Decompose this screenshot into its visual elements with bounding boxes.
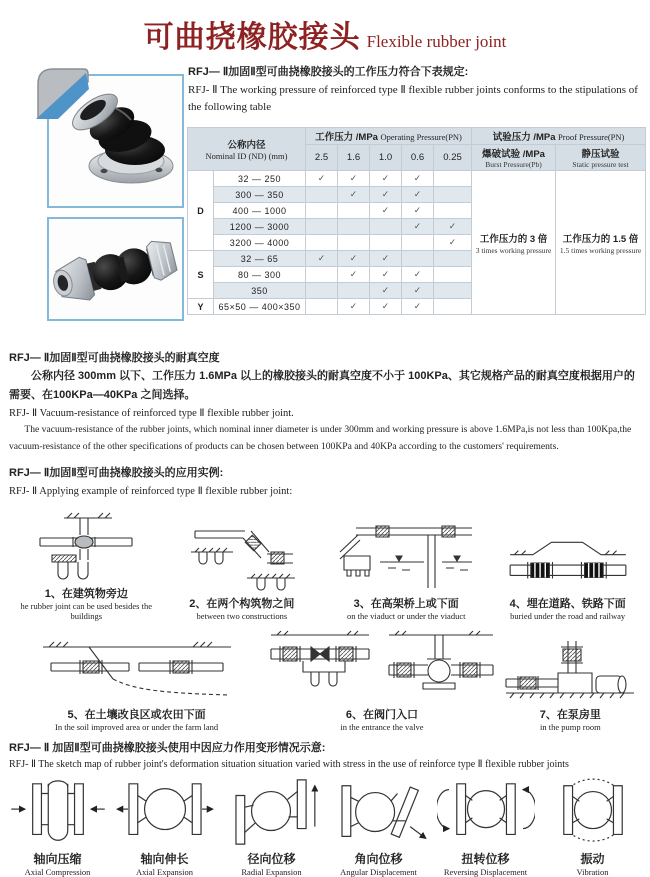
- application-row-1: [0, 508, 650, 621]
- empty-cell: [338, 203, 370, 219]
- size-range-cell: 32 — 250: [214, 171, 306, 187]
- app-label-6-en: in the entrance the valve: [340, 721, 424, 732]
- application-item-4: [493, 532, 642, 621]
- empty-cell: [306, 187, 338, 203]
- check-mark-cell: ✓: [402, 187, 434, 203]
- empty-cell: [434, 267, 472, 283]
- def-label-1-zh: 轴向压缩: [33, 852, 82, 867]
- app-diagram-viaduct-icon: [335, 516, 477, 594]
- app-label-3-en: on the viaduct or under the viaduct: [346, 610, 466, 621]
- application-item-1: [8, 508, 165, 621]
- empty-cell: [306, 299, 338, 315]
- app-label-6-zh: 6、在阀门入口: [345, 708, 418, 721]
- applications-heading-zh: RFJ— Ⅱ加固Ⅱ型可曲挠橡胶接头的应用实例:: [9, 467, 224, 480]
- check-mark-cell: ✓: [338, 267, 370, 283]
- empty-cell: [434, 283, 472, 299]
- proof-pressure-header: [472, 128, 646, 145]
- def-label-4-zh: 角向位移: [354, 852, 403, 867]
- check-mark-cell: ✓: [338, 187, 370, 203]
- check-mark-cell: ✓: [306, 251, 338, 267]
- vacuum-body-en: The vacuum-resistance of the rubber joints, which nominal inner diameter is under 300mm and working pressure is above 1.6MPa,is not less than 100Kpa,the vacuum-resistance of the other specifications of products can be chosen between 100KPa and 40KPa according to the customers' requirements.: [9, 423, 632, 452]
- def-label-2-en: Axial Expansion: [136, 867, 193, 877]
- def-label-5-zh: 扭转位移: [461, 852, 510, 867]
- size-range-cell: 1200 — 3000: [214, 219, 306, 235]
- deformation-row: [0, 776, 650, 877]
- app-diagram-building-icon: [34, 508, 138, 584]
- check-mark-cell: ✓: [402, 171, 434, 187]
- empty-cell: [338, 235, 370, 251]
- deformation-item-axial-expansion: [113, 776, 216, 877]
- deformation-heading: [9, 739, 641, 774]
- check-mark-cell: ✓: [338, 251, 370, 267]
- size-range-cell: 400 — 1000: [214, 203, 306, 219]
- def-label-1-en: Axial Compression: [24, 867, 91, 877]
- deformation-item-vibration: [541, 776, 644, 877]
- table-row: [188, 171, 646, 187]
- def-label-6-en: Vibration: [576, 867, 609, 877]
- empty-cell: [306, 219, 338, 235]
- empty-cell: [370, 235, 402, 251]
- vacuum-section: [9, 349, 641, 455]
- angular-displacement-icon: [330, 776, 428, 850]
- radial-displacement-icon: [223, 776, 321, 850]
- intro-text-zh: RFJ— Ⅱ加固Ⅱ型可曲挠橡胶接头的工作压力符合下表规定:: [188, 66, 469, 78]
- check-mark-cell: ✓: [402, 203, 434, 219]
- app-label-1-zh: 1、在建筑物旁边: [44, 587, 128, 600]
- vacuum-heading-zh: RFJ— Ⅱ加固Ⅱ型可曲挠橡胶接头的耐真空度: [9, 352, 220, 364]
- def-label-6-zh: 振动: [580, 852, 605, 867]
- empty-cell: [370, 219, 402, 235]
- app-label-7-zh: 7、在泵房里: [539, 708, 601, 721]
- deformation-item-radial-displacement: [220, 776, 323, 877]
- double-sphere-joint-photo-icon: [49, 219, 182, 319]
- deformation-heading-zh: RFJ— Ⅱ 加固Ⅱ型可曲挠橡胶接头使用中因应力作用变形情况示意:: [9, 741, 326, 754]
- def-label-3-en: Radial Expansion: [241, 867, 302, 877]
- group-label-cell: Y: [188, 299, 214, 315]
- operating-zh: 工作压力 /MPa: [315, 132, 378, 143]
- application-row-2: [0, 625, 650, 732]
- application-item-2: [165, 516, 320, 621]
- top-section: [0, 62, 650, 345]
- app-label-2-en: between two constructions: [196, 610, 288, 621]
- empty-cell: [338, 283, 370, 299]
- static-pressure-header: [556, 145, 646, 171]
- table-header-row-1: [188, 128, 646, 145]
- intro-block: [188, 64, 642, 117]
- app-label-3-zh: 3、在高架桥上或下面: [353, 597, 459, 610]
- check-mark-cell: ✓: [338, 171, 370, 187]
- check-mark-cell: ✓: [434, 219, 472, 235]
- check-mark-cell: ✓: [402, 283, 434, 299]
- static-value-cell: 工作压力的 1.5 倍 1.5 times working pressure: [556, 171, 646, 315]
- empty-cell: [434, 299, 472, 315]
- deformation-item-angular-displacement: [327, 776, 430, 877]
- empty-cell: [338, 219, 370, 235]
- check-mark-cell: ✓: [306, 171, 338, 187]
- check-mark-cell: ✓: [402, 267, 434, 283]
- reversing-displacement-icon: [437, 776, 535, 850]
- vibration-icon: [544, 776, 642, 850]
- operating-pressure-header: [306, 128, 472, 145]
- burst-value-cell: 工作压力的 3 倍 3 times working pressure: [472, 171, 556, 315]
- check-mark-cell: ✓: [402, 299, 434, 315]
- check-mark-cell: ✓: [338, 299, 370, 315]
- nominal-id-en: Nominal ID (ND) (mm): [205, 151, 288, 161]
- application-item-7: [499, 635, 642, 732]
- check-mark-cell: ✓: [370, 299, 402, 315]
- proof-en: Proof Pressure(PN): [558, 132, 625, 142]
- empty-cell: [434, 187, 472, 203]
- static-en: Static pressure test: [572, 160, 629, 169]
- vacuum-heading-en: RFJ- Ⅱ Vacuum-resistance of reinforced type Ⅱ flexible rubber joint.: [9, 407, 294, 419]
- app-label-7-en: in the pump room: [540, 721, 601, 732]
- size-range-cell: 65×50 — 400×350: [214, 299, 306, 315]
- check-mark-cell: ✓: [434, 235, 472, 251]
- app-diagram-constructions-icon: [186, 516, 298, 594]
- check-mark-cell: ✓: [370, 267, 402, 283]
- check-mark-cell: ✓: [370, 251, 402, 267]
- check-mark-cell: ✓: [402, 219, 434, 235]
- empty-cell: [306, 267, 338, 283]
- size-range-cell: 80 — 300: [214, 267, 306, 283]
- check-mark-cell: ✓: [370, 187, 402, 203]
- page-title: [0, 0, 650, 62]
- check-mark-cell: ✓: [370, 283, 402, 299]
- app-diagram-valve-icon: [267, 625, 497, 705]
- axial-expansion-icon: [116, 776, 214, 850]
- empty-cell: [306, 203, 338, 219]
- size-range-cell: 32 — 65: [214, 251, 306, 267]
- def-label-2-zh: 轴向伸长: [140, 852, 189, 867]
- page-title-en: Flexible rubber joint: [366, 32, 507, 51]
- app-label-4-zh: 4、埋在道路、铁路下面: [509, 597, 626, 610]
- def-label-4-en: Angular Displacement: [340, 867, 417, 877]
- size-range-cell: 300 — 350: [214, 187, 306, 203]
- proof-zh: 试验压力 /MPa: [492, 132, 556, 143]
- pressure-col-1_0: 1.0: [370, 145, 402, 171]
- corner-ornament-icon: [32, 62, 90, 120]
- nominal-id-header: [188, 128, 306, 171]
- empty-cell: [306, 283, 338, 299]
- app-label-5-en: In the soil improved area or under the farm land: [55, 721, 219, 732]
- check-mark-cell: ✓: [370, 171, 402, 187]
- app-diagram-pump-icon: [500, 635, 640, 705]
- empty-cell: [434, 251, 472, 267]
- axial-compression-icon: [9, 776, 107, 850]
- application-item-6: [265, 625, 499, 732]
- application-item-5: [8, 635, 265, 732]
- app-label-5-zh: 5、在土壤改良区或农田下面: [67, 708, 206, 721]
- pressure-col-0_25: 0.25: [434, 145, 472, 171]
- def-label-3-zh: 径向位移: [247, 852, 296, 867]
- applications-heading: [9, 464, 641, 499]
- static-zh: 静压试验: [581, 149, 620, 160]
- group-label-cell: D: [188, 171, 214, 251]
- empty-cell: [434, 203, 472, 219]
- deformation-item-axial-compression: [6, 776, 109, 877]
- burst-zh: 爆破试验 /MPa: [482, 149, 545, 160]
- burst-pressure-header: [472, 145, 556, 171]
- pressure-col-1_6: 1.6: [338, 145, 370, 171]
- empty-cell: [402, 235, 434, 251]
- app-diagram-road-icon: [506, 532, 630, 594]
- app-label-1-en: he rubber joint can be used besides the buildings: [20, 600, 153, 621]
- check-mark-cell: ✓: [370, 203, 402, 219]
- intro-text-en: RFJ- Ⅱ The working pressure of reinforced type Ⅱ flexible rubber joints conforms to the stipulations of the following table: [188, 83, 638, 114]
- working-pressure-table: [187, 127, 646, 315]
- def-label-5-en: Reversing Displacement: [443, 867, 528, 877]
- pressure-col-0_6: 0.6: [402, 145, 434, 171]
- deformation-heading-en: RFJ- Ⅱ The sketch map of rubber joint's deformation situation situation varied with stress in the use of reinforce type Ⅱ flexible rubber joints: [9, 758, 569, 770]
- applications-heading-en: RFJ- Ⅱ Applying example of reinforced type Ⅱ flexible rubber joint:: [9, 485, 293, 497]
- pressure-table-body: [188, 171, 646, 315]
- app-diagram-soil-icon: [35, 635, 239, 705]
- vacuum-body-zh: 公称内径 300mm 以下、工作压力 1.6MPa 以上的橡胶接头的耐真空度不小于 100KPa、其它规格产品的耐真空度根据用户的需要、在100KPa—40KPa 之间选择。: [9, 370, 635, 401]
- app-label-4-en: buried under the road and railway: [510, 610, 626, 621]
- operating-en: Operating Pressure(PN): [380, 132, 462, 142]
- pressure-col-2_5: 2.5: [306, 145, 338, 171]
- application-item-3: [319, 516, 493, 621]
- empty-cell: [306, 235, 338, 251]
- deformation-item-reversing-displacement: [434, 776, 537, 877]
- group-label-cell: S: [188, 251, 214, 299]
- app-label-2-zh: 2、在两个构筑物之间: [189, 597, 295, 610]
- product-photo-double-sphere: [47, 217, 184, 321]
- empty-cell: [402, 251, 434, 267]
- page-title-zh: 可曲挠橡胶接头: [143, 21, 361, 54]
- empty-cell: [434, 171, 472, 187]
- size-range-cell: 3200 — 4000: [214, 235, 306, 251]
- nominal-id-zh: 公称内径: [227, 140, 266, 151]
- burst-en: Burst Pressure(Pb): [485, 160, 542, 169]
- size-range-cell: 350: [214, 283, 306, 299]
